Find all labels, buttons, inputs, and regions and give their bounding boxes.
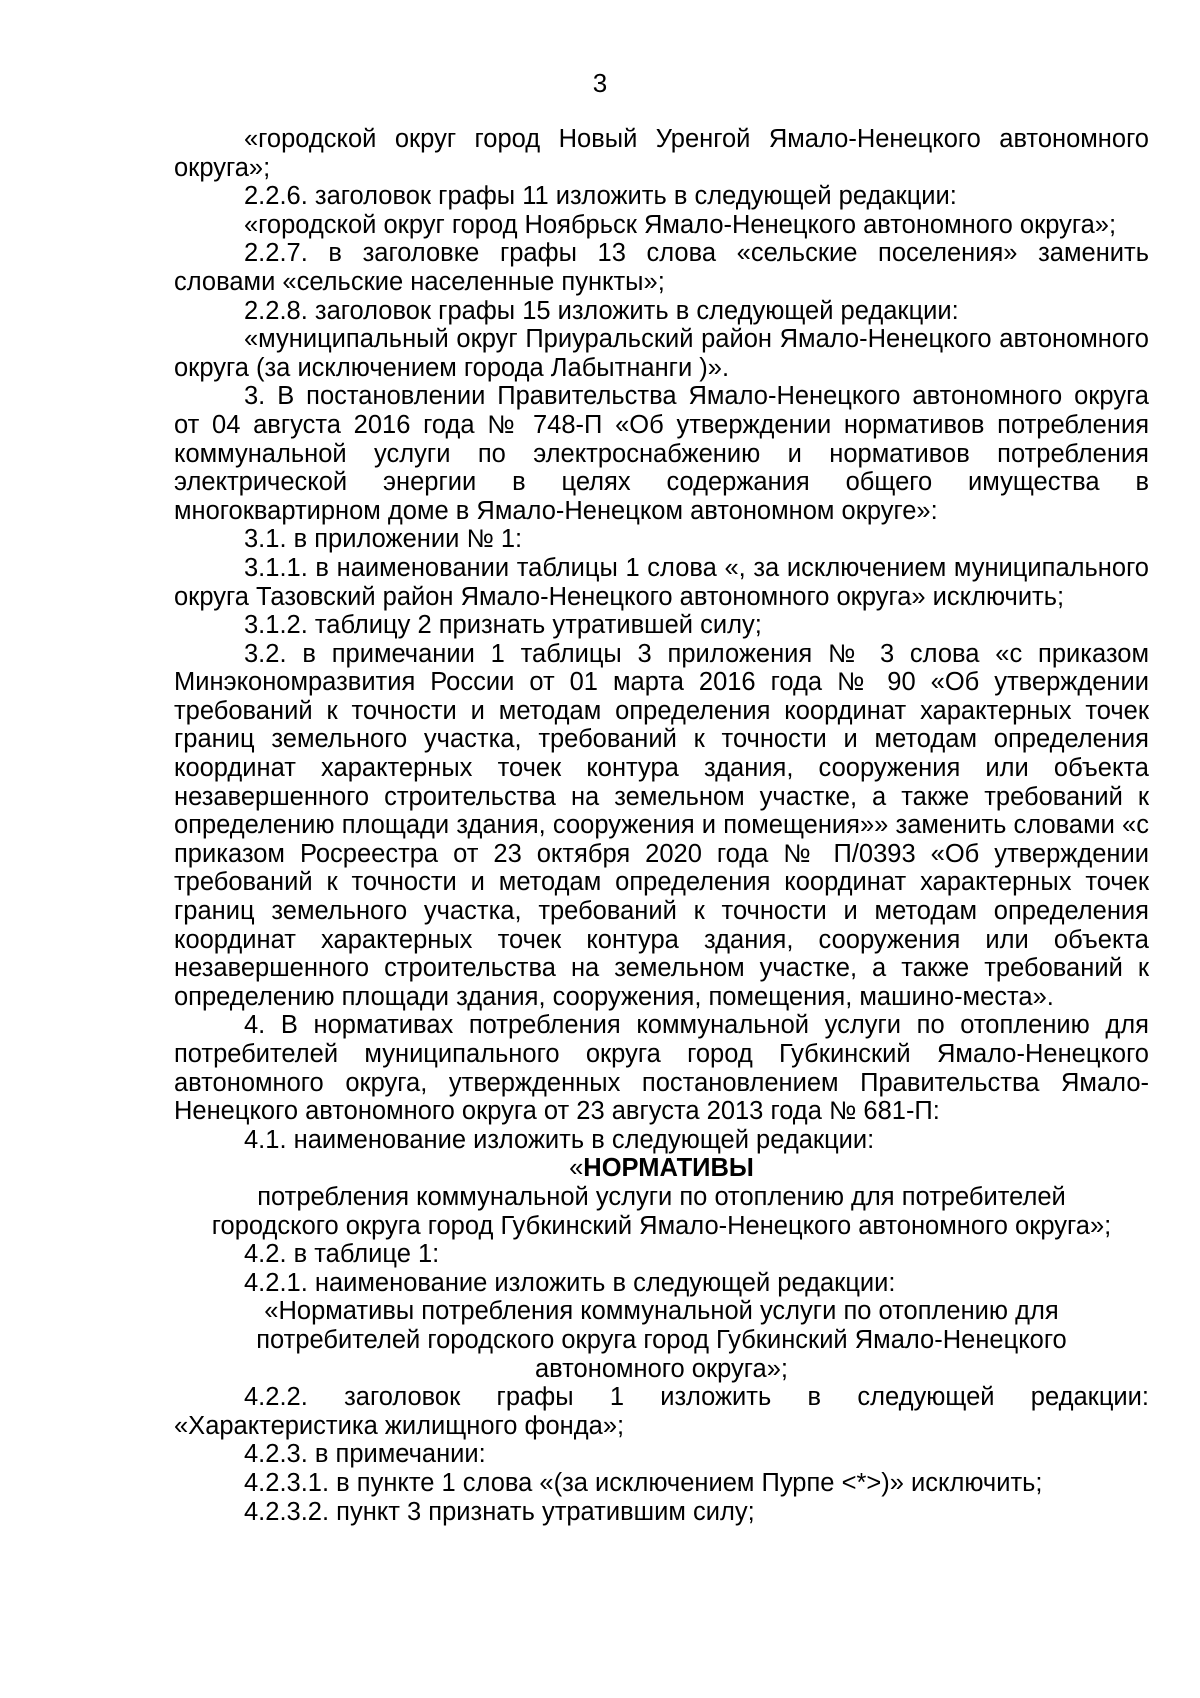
heading-line: потребления коммунальной услуги по отоплению для потребителей [257,1182,1066,1211]
paragraph: 4.1. наименование изложить в следующей редакции: [244,1125,875,1154]
quoted-title-line: потребителей городского округа город Губкинский Ямало-Ненецкого [256,1325,1067,1354]
paragraph: 4.2.3.2. пункт 3 признать утратившим силу; [244,1497,755,1526]
paragraph: 3. В постановлении Правительства Ямало-Ненецкого автономного округа от 04 августа 2016 года № 748-П «Об утверждении нормативов потребления коммунальной услуги по электроснабжению и нормативов потребления электрической энергии в целях содержания общего имущества в многоквартирном доме в Ямало-Ненецком автономном округе»: [174,382,1149,525]
paragraph: «муниципальный округ Приуральский район Ямало-Ненецкого автономного округа (за исключением города Лабытнанги )». [174,325,1149,382]
heading-line: городского округа город Губкинский Ямало-Ненецкого автономного округа»; [211,1211,1112,1240]
document-body [174,125,1149,1526]
paragraph: 2.2.6. заголовок графы 11 изложить в следующей редакции: [244,182,957,211]
heading-title: НОРМАТИВЫ [583,1154,754,1183]
heading-open-quote: « [569,1154,584,1183]
paragraph: 4.2.1. наименование изложить в следующей редакции: [244,1268,896,1297]
quoted-title-line: автономного округа»; [535,1354,788,1383]
quoted-title-line: «Нормативы потребления коммунальной услуги по отоплению для [264,1297,1059,1326]
paragraph: 2.2.7. в заголовке графы 13 слова «сельские поселения» заменить словами «сельские населенные пункты»; [174,239,1149,296]
paragraph: 4.2.3.1. в пункте 1 слова «(за исключением Пурпе <*>)» исключить; [244,1468,1043,1497]
page-number: 3 [592,68,608,98]
paragraph: 3.2. в примечании 1 таблицы 3 приложения № 3 слова «с приказом Минэкономразвития России от 01 марта 2016 года № 90 «Об утверждении требований к точности и методам определения координат характерных точек границ земельного участка, требований к точности и методам определения координат характерных точек контура здания, сооружения или объекта незавершенного строительства на земельном участке, а также требований к определению площади здания, сооружения и помещения»» заменить словами «с приказом Росреестра от 23 октября 2020 года № П/0393 «Об утверждении требований к точности и методам определения координат характерных точек границ земельного участка, требований к точности и методам определения координат характерных точек контура здания, сооружения или объекта незавершенного строительства на земельном участке, а также требований к определению площади здания, сооружения, помещения, машино-места». [174,639,1149,1011]
paragraph: 2.2.8. заголовок графы 15 изложить в следующей редакции: [244,296,959,325]
paragraph: 4. В нормативах потребления коммунальной услуги по отоплению для потребителей муниципального округа город Губкинский Ямало-Ненецкого автономного округа, утвержденных постановлением Правительства Ямало-Ненецкого автономного округа от 23 августа 2013 года № 681-П: [174,1011,1149,1126]
paragraph: 4.2.3. в примечании: [244,1440,486,1469]
paragraph: 4.2.2. заголовок графы 1 изложить в следующей редакции: «Характеристика жилищного фонда»; [174,1383,1149,1440]
paragraph: «городской округ город Новый Уренгой Ямало-Ненецкого автономного округа»; [174,125,1149,182]
paragraph: 3.1.2. таблицу 2 признать утратившей силу; [244,611,762,640]
paragraph: 3.1. в приложении № 1: [244,525,523,554]
paragraph: «городской округ город Ноябрьск Ямало-Ненецкого автономного округа»; [244,210,1117,239]
heading-title-line [174,1154,1149,1183]
paragraph: 4.2. в таблице 1: [244,1240,440,1269]
paragraph: 3.1.1. в наименовании таблицы 1 слова «, за исключением муниципального округа Тазовский район Ямало-Ненецкого автономного округа» исключить; [174,553,1149,611]
